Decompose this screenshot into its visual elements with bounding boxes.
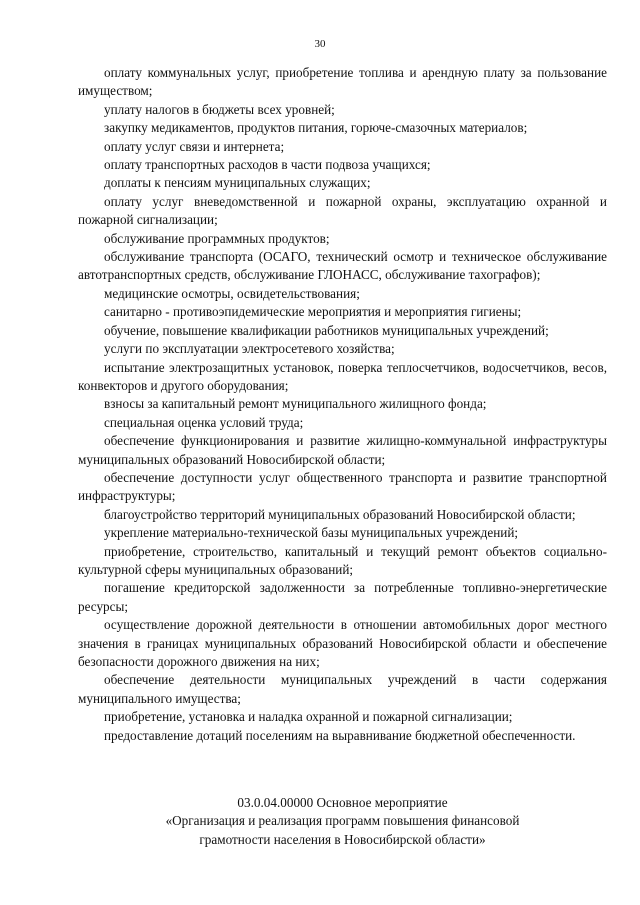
list-item: погашение кредиторской задолженности за потребленные топливно-энергетические ресурсы;	[78, 580, 607, 614]
list-item: осуществление дорожной деятельности в отношении автомобильных дорог местного значения в границах муниципальных образований Новосибирской области и обеспечение безопасности дорожного движения на них;	[78, 617, 607, 669]
list-item: медицинские осмотры, освидетельствования;	[104, 285, 360, 301]
list-item: закупку медикаментов, продуктов питания, горюче-смазочных материалов;	[104, 120, 528, 136]
list-item: уплату налогов в бюджеты всех уровней;	[104, 101, 335, 117]
list-item: взносы за капитальный ремонт муниципального жилищного фонда;	[104, 396, 487, 412]
section-heading	[78, 794, 607, 849]
list-item: оплату транспортных расходов в части подвоза учащихся;	[104, 157, 431, 173]
list-item: оплату услуг вневедомственной и пожарной охраны, эксплуатацию охранной и пожарной сигнализации;	[78, 193, 607, 228]
list-item: предоставление дотаций поселениям на выравнивание бюджетной обеспеченности.	[104, 727, 576, 743]
list-item: обслуживание транспорта (ОСАГО, технический осмотр и техническое обслуживание автотранспортных средств, обслуживание ГЛОНАСС, обслуживание тахографов);	[78, 249, 607, 283]
list-item: обеспечение функционирования и развитие жилищно-коммунальной инфраструктуры муниципальных образований Новосибирской области;	[78, 433, 607, 467]
list-item: приобретение, установка и наладка охранной и пожарной сигнализации;	[104, 709, 513, 725]
list-item: приобретение, строительство, капитальный и текущий ремонт объектов социально-культурной сферы муниципальных образований;	[78, 543, 607, 577]
list-item: обучение, повышение квалификации работников муниципальных учреждений;	[104, 322, 549, 338]
list-item: услуги по эксплуатации электросетевого хозяйства;	[104, 341, 395, 357]
section-title-line: «Организация и реализация программ повышения финансовой	[165, 813, 520, 829]
list-item: санитарно - противоэпидемические мероприятия и мероприятия гигиены;	[104, 304, 522, 320]
list-item: доплаты к пенсиям муниципальных служащих;	[104, 175, 371, 191]
list-item: обеспечение деятельности муниципальных учреждений в части содержания муниципального имущества;	[78, 672, 607, 706]
list-item: укрепление материально-технической базы муниципальных учреждений;	[104, 525, 519, 541]
list-item: оплату услуг связи и интернета;	[104, 138, 285, 154]
document-body	[78, 64, 607, 745]
list-item: благоустройство территорий муниципальных образований Новосибирской области;	[104, 506, 576, 522]
list-item: обеспечение доступности услуг общественного транспорта и развитие транспортной инфраструктуры;	[78, 469, 607, 504]
list-item: обслуживание программных продуктов;	[104, 230, 330, 246]
list-item: специальная оценка условий труда;	[104, 414, 304, 430]
list-item: испытание электрозащитных установок, поверка теплосчетчиков, водосчетчиков, весов, конвекторов и другого оборудования;	[78, 359, 607, 393]
section-code-line: 03.0.04.00000 Основное мероприятие	[237, 795, 448, 810]
section-title-line: грамотности населения в Новосибирской области»	[199, 831, 486, 847]
page-number: 30	[314, 38, 326, 50]
list-item: оплату коммунальных услуг, приобретение топлива и арендную плату за пользование имуществом;	[78, 65, 607, 99]
